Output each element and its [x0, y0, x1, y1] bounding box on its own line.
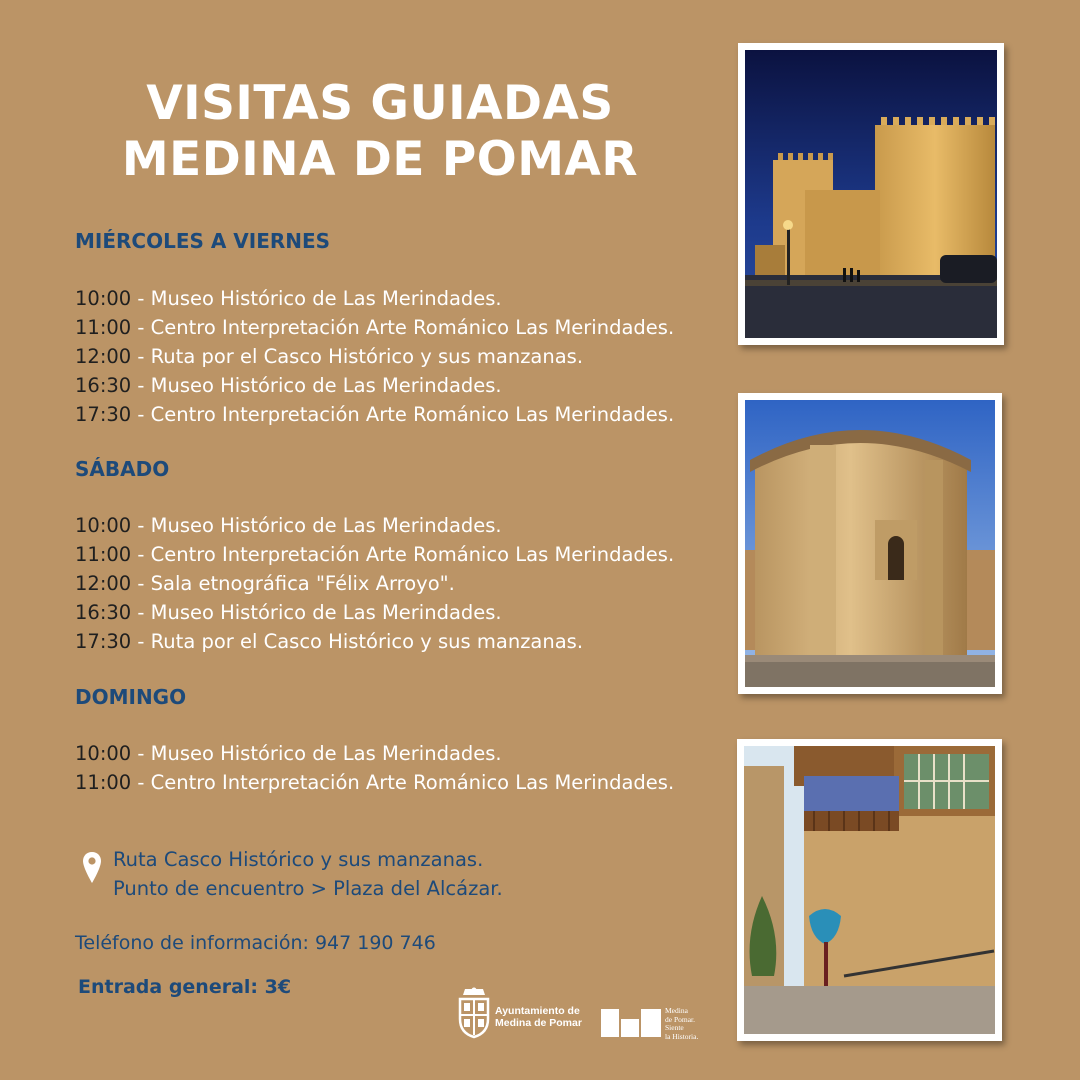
brand-mark-icon [600, 1005, 662, 1039]
schedule-desc: - Museo Histórico de Las Merindades. [131, 514, 502, 537]
schedule-desc: - Museo Histórico de Las Merindades. [131, 742, 502, 765]
schedule-row [75, 627, 674, 656]
ayuntamiento-line-1: Ayuntamiento de [495, 1005, 580, 1017]
ayuntamiento-line-2: Medina de Pomar [495, 1017, 582, 1029]
schedule-time: 12:00 [75, 572, 132, 595]
meeting-route: Ruta Casco Histórico y sus manzanas. [113, 848, 484, 871]
meeting-place: Punto de encuentro > Plaza del Alcázar. [113, 877, 503, 900]
coat-of-arms-icon [457, 987, 491, 1039]
schedule-desc: - Ruta por el Casco Histórico y sus manzanas. [131, 630, 584, 653]
section-heading-saturday: SÁBADO [75, 457, 170, 481]
schedule-row [75, 371, 674, 400]
brand-line-1: Medina [665, 1006, 688, 1015]
schedule-time: 12:00 [75, 345, 132, 368]
schedule-desc: - Centro Interpretación Arte Románico Las Merindades. [131, 316, 675, 339]
schedule-row [75, 598, 674, 627]
romanesque-chapel-photo [738, 393, 1002, 694]
castle-photo [738, 43, 1004, 345]
schedule-time: 17:30 [75, 403, 132, 426]
page-title [60, 76, 700, 188]
schedule-time: 16:30 [75, 374, 132, 397]
schedule-time: 11:00 [75, 316, 132, 339]
schedule-time: 10:00 [75, 514, 132, 537]
brand-line-4: la Historia. [665, 1031, 699, 1041]
schedule-time: 10:00 [75, 287, 132, 310]
schedule-desc: - Centro Interpretación Arte Románico Las Merindades. [131, 771, 675, 794]
schedule-row [75, 569, 674, 598]
schedule-desc: - Centro Interpretación Arte Románico Las Merindades. [131, 543, 675, 566]
ayuntamiento-logo [457, 987, 582, 1044]
schedule-row [75, 511, 674, 540]
title-line-2: MEDINA DE POMAR [121, 132, 639, 187]
schedule-time: 17:30 [75, 630, 132, 653]
schedule-row [75, 540, 674, 569]
schedule-time: 16:30 [75, 601, 132, 624]
schedule-desc: - Centro Interpretación Arte Románico Las Merindades. [131, 403, 675, 426]
brand-line-3: Siente [665, 1023, 684, 1032]
schedule-row [75, 342, 674, 371]
section-heading-sunday: DOMINGO [75, 685, 187, 709]
schedule-time: 10:00 [75, 742, 132, 765]
schedule-weekdays [75, 284, 674, 429]
meeting-point [82, 845, 503, 903]
schedule-row [75, 739, 674, 768]
schedule-desc: - Sala etnográfica "Félix Arroyo". [131, 572, 455, 595]
schedule-desc: - Museo Histórico de Las Merindades. [131, 601, 502, 624]
section-heading-weekdays: MIÉRCOLES A VIERNES [75, 229, 331, 253]
location-pin-icon [82, 851, 102, 885]
schedule-sunday [75, 739, 674, 797]
brand-line-2: de Pomar. [665, 1014, 695, 1024]
schedule-row [75, 400, 674, 429]
schedule-row [75, 284, 674, 313]
schedule-row [75, 313, 674, 342]
general-price: Entrada general: 3€ [78, 976, 292, 998]
schedule-desc: - Ruta por el Casco Histórico y sus manzanas. [131, 345, 584, 368]
schedule-saturday [75, 511, 674, 656]
schedule-desc: - Museo Histórico de Las Merindades. [131, 374, 502, 397]
balcony-street-photo [737, 739, 1002, 1041]
schedule-time: 11:00 [75, 543, 132, 566]
title-line-1: VISITAS GUIADAS [146, 76, 614, 131]
schedule-time: 11:00 [75, 771, 132, 794]
schedule-row [75, 768, 674, 797]
brand-logo [600, 1005, 699, 1044]
schedule-desc: - Museo Histórico de Las Merindades. [131, 287, 502, 310]
phone-info: Teléfono de información: 947 190 746 [75, 932, 436, 954]
